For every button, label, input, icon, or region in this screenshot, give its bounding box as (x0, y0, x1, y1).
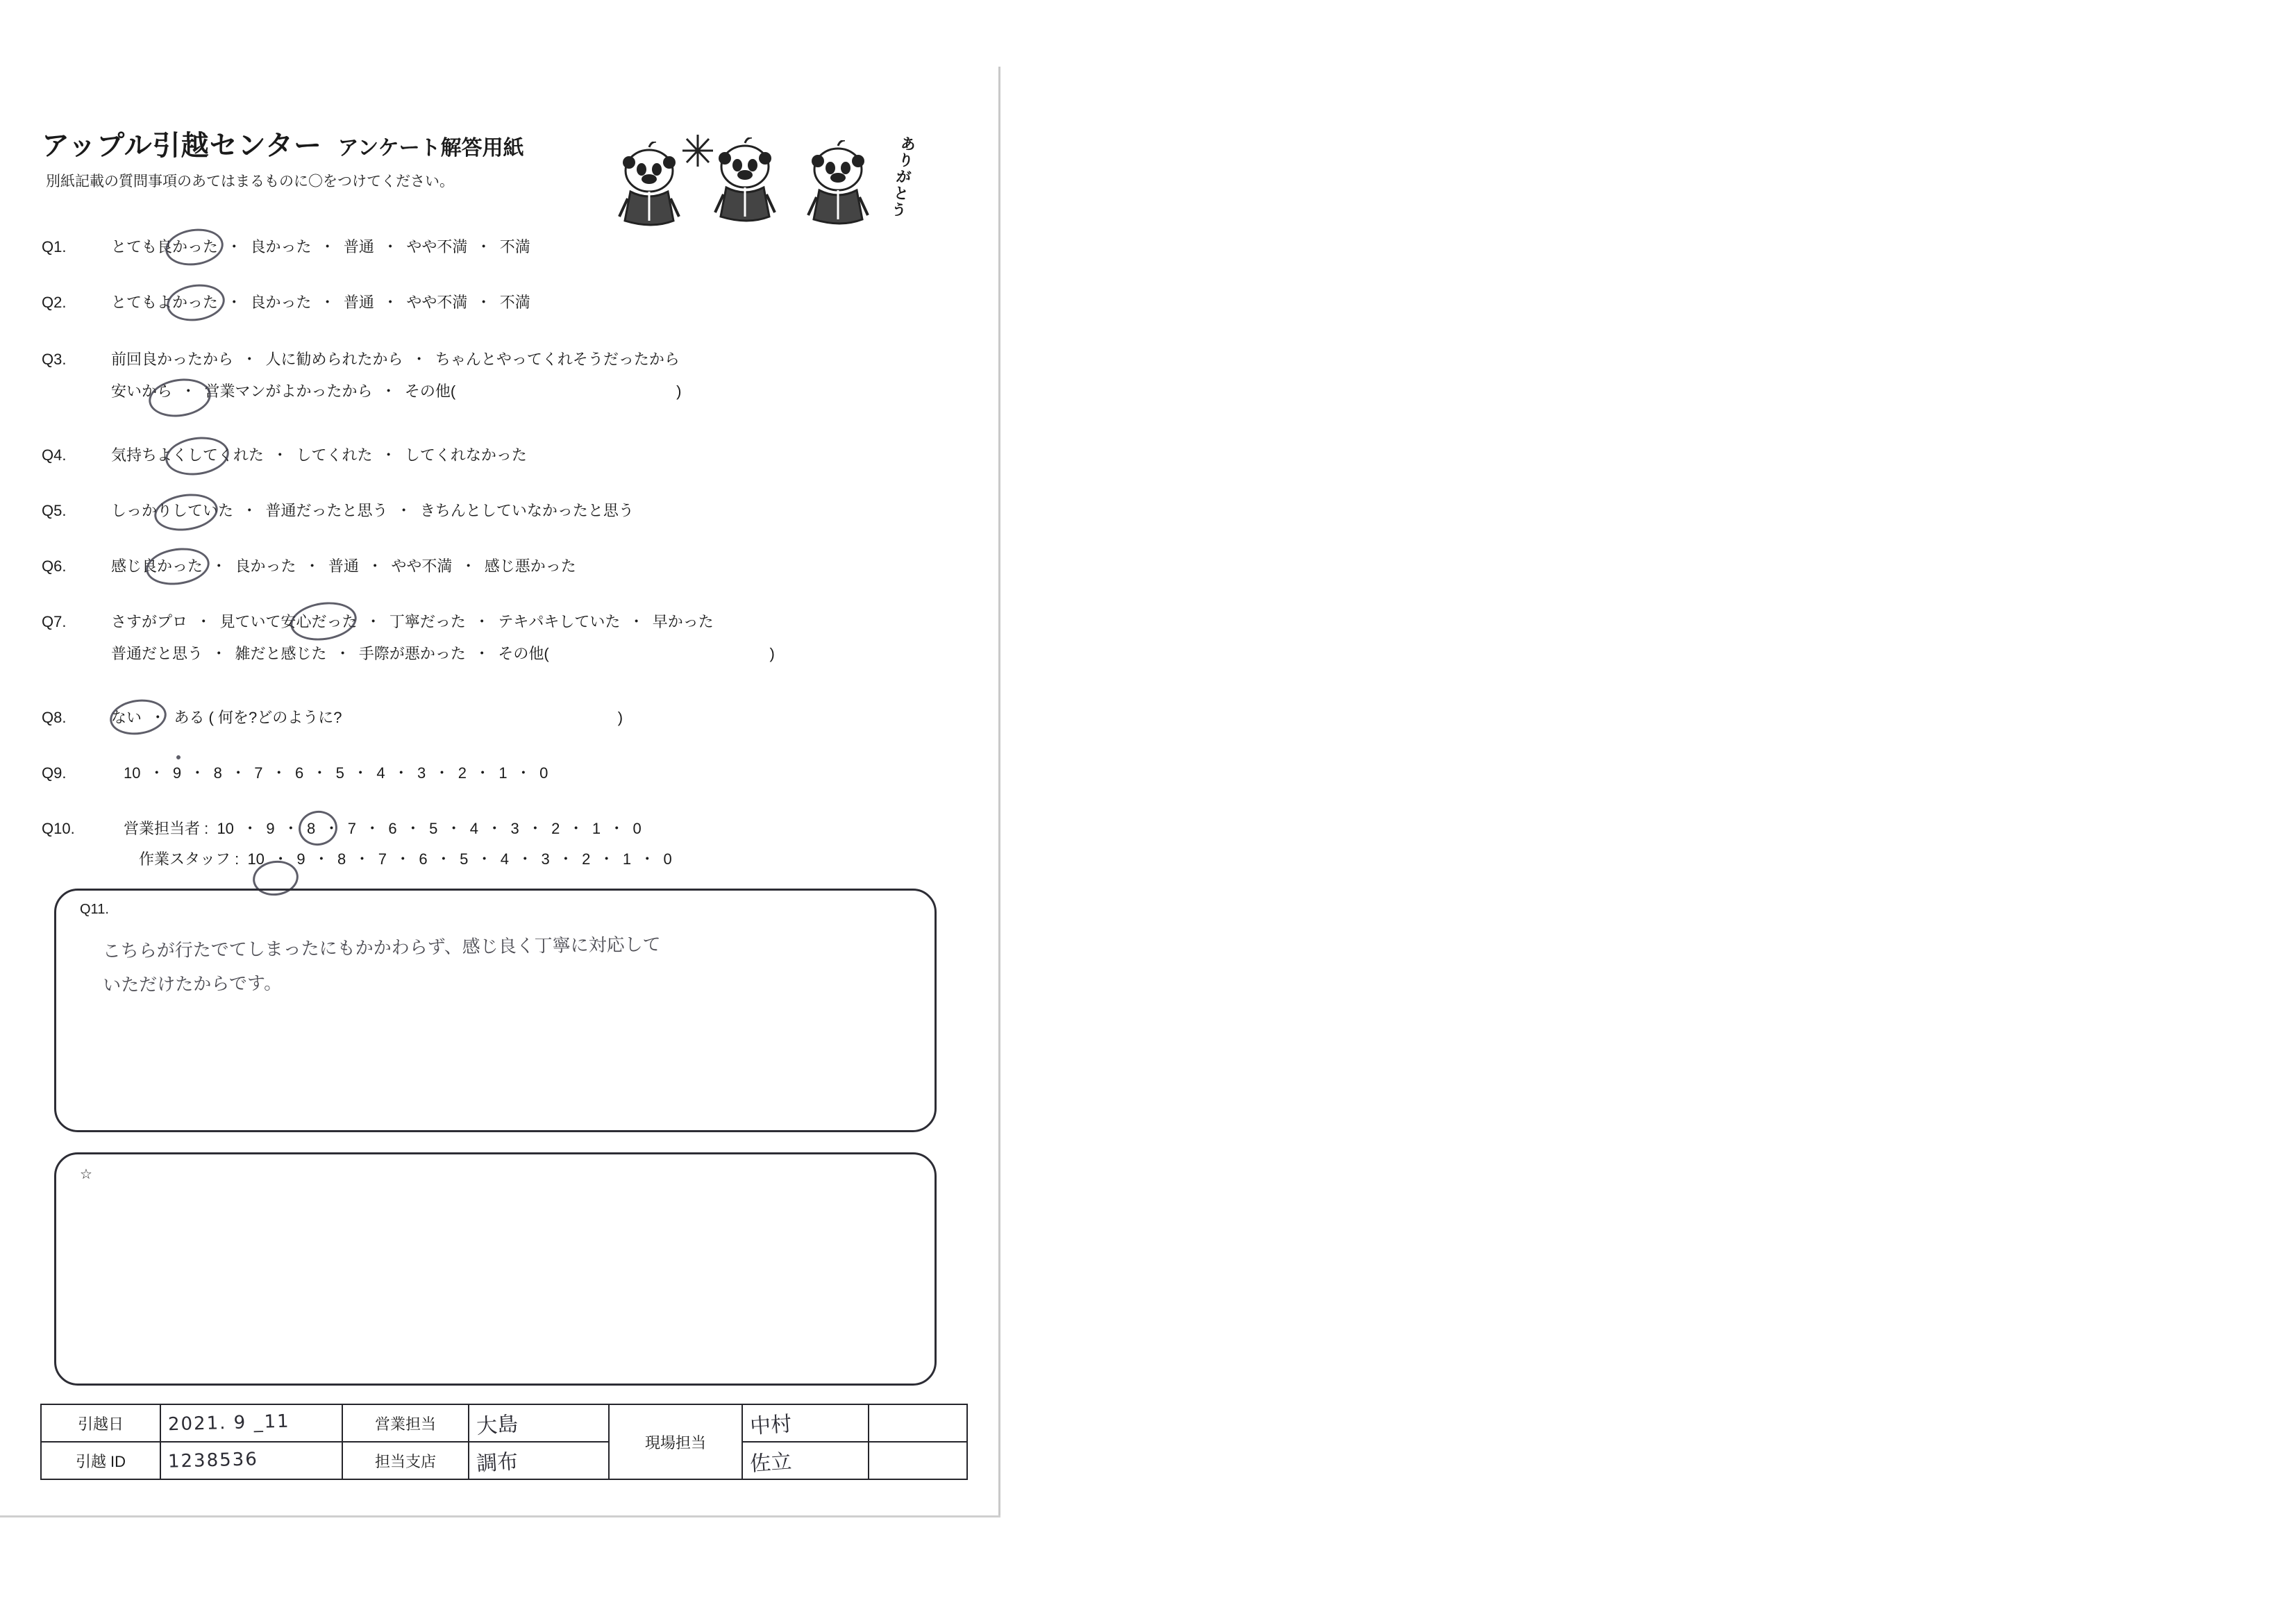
free-comment-box[interactable] (54, 889, 937, 1132)
table-row (41, 1442, 967, 1479)
question-number: Q3. (42, 351, 67, 368)
question-number: Q5. (42, 502, 67, 519)
star-icon: ☆ (80, 1167, 92, 1182)
footer-info-table (40, 1404, 968, 1480)
question-number: Q6. (42, 557, 67, 575)
question-number: Q8. (42, 709, 67, 726)
footer-label-move-id: 引越 ID (41, 1442, 160, 1479)
footer-value-site-staff-1: 中村 (742, 1404, 869, 1442)
question-number: Q10. (42, 820, 75, 837)
question-row-q9 (42, 762, 972, 784)
question-options-line2: 作業スタッフ : 10 ・ 9 ・ 8 ・ 7 ・ 6 ・ 5 ・ 4 ・ 3 ・ 2 ・ 1 ・ 0 (139, 850, 672, 868)
answer-circle-q1 (163, 225, 226, 269)
question-number: Q1. (42, 238, 67, 255)
question-number: Q9. (42, 764, 67, 782)
footer-value-site-staff-2: 佐立 (742, 1442, 869, 1479)
form-title: アンケート解答用紙 (337, 137, 524, 160)
footer-label-site-staff: 現場担当 (609, 1404, 742, 1479)
question-row-q7 (42, 611, 972, 665)
mascot-character-icon (611, 142, 687, 232)
sparkle-icon (677, 132, 719, 174)
question-options-line2: 普通だと思う ・ 雑だと感じた ・ 手際が悪かった ・ その他( ) (111, 644, 775, 662)
company-title: アップル引越センター (42, 131, 322, 161)
footer-label-branch: 担当支店 (342, 1442, 469, 1479)
question-options: 前回良かったから ・ 人に勧められたから ・ ちゃんとやってくれそうだったから (111, 351, 680, 368)
footer-blank-cell-1 (869, 1404, 967, 1442)
star-comment-box[interactable] (54, 1152, 937, 1386)
answer-circle-q2 (165, 280, 227, 324)
question-options: しっかりしていた ・ 普通だったと思う ・ きちんとしていなかったと思う (111, 502, 634, 519)
answer-circle-q6 (144, 544, 212, 589)
question-number: Q4. (42, 446, 67, 464)
paper-edge-line (998, 67, 1000, 1517)
mascot-character-icon (800, 140, 876, 230)
question-options: 感じ良かった ・ 良かった ・ 普通 ・ やや不満 ・ 感じ悪かった (111, 557, 576, 575)
question-options: さすがプロ ・ 見ていて安心だった ・ 丁寧だった ・ テキパキしていた ・ 早かった (111, 613, 714, 630)
question-options: とても良かった ・ 良かった ・ 普通 ・ やや不満 ・ 不満 (111, 238, 530, 255)
thanks-text: ありがとう (888, 134, 918, 220)
handwritten-comment-line1: こちらが行たでてしまったにもかかわらず、感じ良く丁寧に対応して (102, 934, 661, 962)
question-options: 営業担当者 : 10 ・ 9 ・ 8 ・ 7 ・ 6 ・ 5 ・ 4 ・ 3 ・ 2 ・ 1 ・ 0 (124, 820, 642, 837)
survey-sheet (0, 0, 1000, 1541)
question-number: Q7. (42, 613, 67, 630)
comment-box-label: Q11. (80, 902, 109, 917)
question-options-line2: 安いから ・ 営業マンがよかったから ・ その他( ) (111, 382, 682, 400)
answer-circle-q9 (176, 755, 181, 760)
question-options: 10 ・ 9 ・ 8 ・ 7 ・ 6 ・ 5 ・ 4 ・ 3 ・ 2 ・ 1 ・ 0 (124, 764, 548, 782)
footer-value-sales-rep: 大島 (469, 1404, 609, 1442)
question-options: 気持ちよくしてくれた ・ してくれた ・ してくれなかった (111, 446, 527, 464)
question-row-q10 (42, 818, 972, 871)
footer-label-sales-rep: 営業担当 (342, 1404, 469, 1442)
question-number: Q2. (42, 294, 67, 311)
footer-value-move-id: 1238536 (160, 1442, 342, 1479)
paper-bottom-edge-line (0, 1515, 1000, 1517)
handwritten-comment-line2: いただけたからです。 (103, 973, 283, 997)
handwritten-comment (102, 925, 880, 1003)
question-options: ない ・ ある ( 何を?どのように? ) (111, 709, 623, 726)
question-row-q8 (42, 707, 972, 729)
footer-blank-cell-2 (869, 1442, 967, 1479)
table-row (41, 1404, 967, 1442)
question-options: とてもよかった ・ 良かった ・ 普通 ・ やや不満 ・ 不満 (111, 294, 530, 311)
form-instruction: 別紙記載の質問事項のあてはまるものに〇をつけてください。 (46, 174, 454, 190)
document-header (42, 124, 667, 191)
answer-circle-q8 (108, 696, 169, 739)
footer-label-move-date: 引越日 (41, 1404, 160, 1442)
footer-value-branch: 調布 (469, 1442, 609, 1479)
answer-circle-q4 (163, 433, 232, 479)
footer-value-move-date: 2021. 9 _11 (160, 1404, 342, 1442)
mascot-illustrations (611, 132, 930, 243)
answer-circle-q5 (152, 490, 220, 535)
